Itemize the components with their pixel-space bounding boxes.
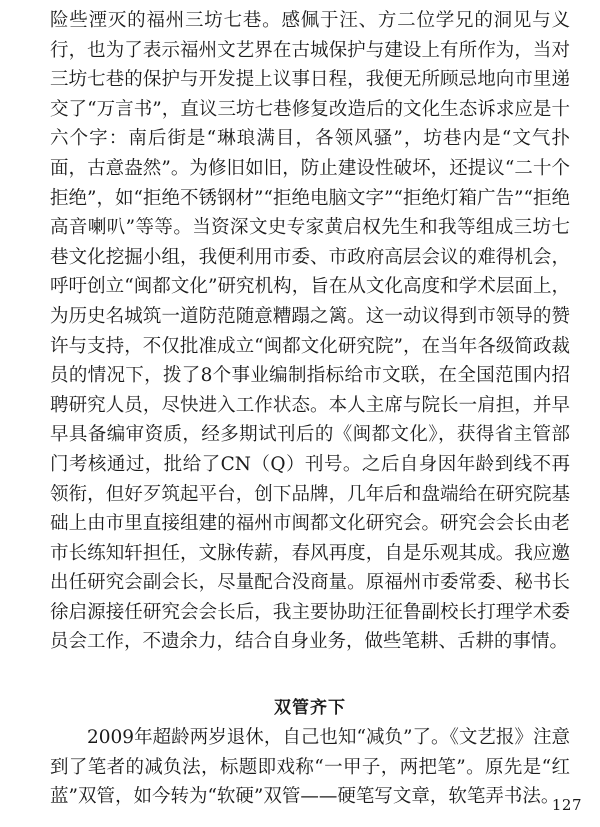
page-body	[50, 6, 570, 812]
body-paragraph: 2009年超龄两岁退休，自己也知“减负”了。《文艺报》注意到了笔者的减负法，标题即戏称“一甲子，两把笔”。原先是“红蓝”双管，如今转为“软硬”双管——硬笔写文章，软笔弄书法。	[50, 727, 570, 808]
body-paragraph: 险些湮灭的福州三坊七巷。感佩于汪、方二位学兄的洞见与义行，也为了表示福州文艺界在古城保护与建设上有所作为，当对三坊七巷的保护与开发提上议事日程，我便无所顾忌地向市里递交了“万言书”，直议三坊七巷修复改造后的文化生态诉求应是十六个字：南后街是“琳琅满目，各领风骚”，坊巷内是“文气扑面，古意盎然”。为修旧如旧，防止建设性破坏，还提议“二十个拒绝”，如“拒绝不锈钢材”“拒绝电脑文字”“拒绝灯箱广告”“拒绝高音喇叭”等等。当资深文史专家黄启权先生和我等组成三坊七巷文化挖掘小组，我便利用市委、市政府高层会议的难得机会，呼吁创立“闽都文化”研究机构，旨在从文化高度和学术层面上，为历史名城筑一道防范随意糟蹋之篱。这一动议得到市领导的赞许与支持，不仅批准成立“闽都文化研究院”，在当年各级简政裁员的情况下，拨了8个事业编制指标给市文联，在全国范围内招聘研究人员，尽快进入工作状态。本人主席与院长一肩担，并早早具备编审资质，经多期试刊后的《闽都文化》，获得省主管部门考核通过，批给了CN（Q）刊号。之后自身因年龄到线不再领衔，但好歹筑起平台，创下品牌，几年后和盘端给在研究院基础上由市里直接组建的福州市闽都文化研究会。研究会会长由老市长练知轩担任，文脉传薪，春风再度，自是乐观其成。我应邀出任研究会副会长，尽量配合没商量。原福州市委常委、秘书长徐启源接任研究会会长后，我主要协助汪征鲁副校长打理学术委员会工作，不遗余力，结合自身业务，做些笔耕、舌耕的事情。	[50, 10, 570, 653]
page-number: 127	[551, 796, 582, 814]
section-heading: 双管齐下	[274, 698, 346, 719]
